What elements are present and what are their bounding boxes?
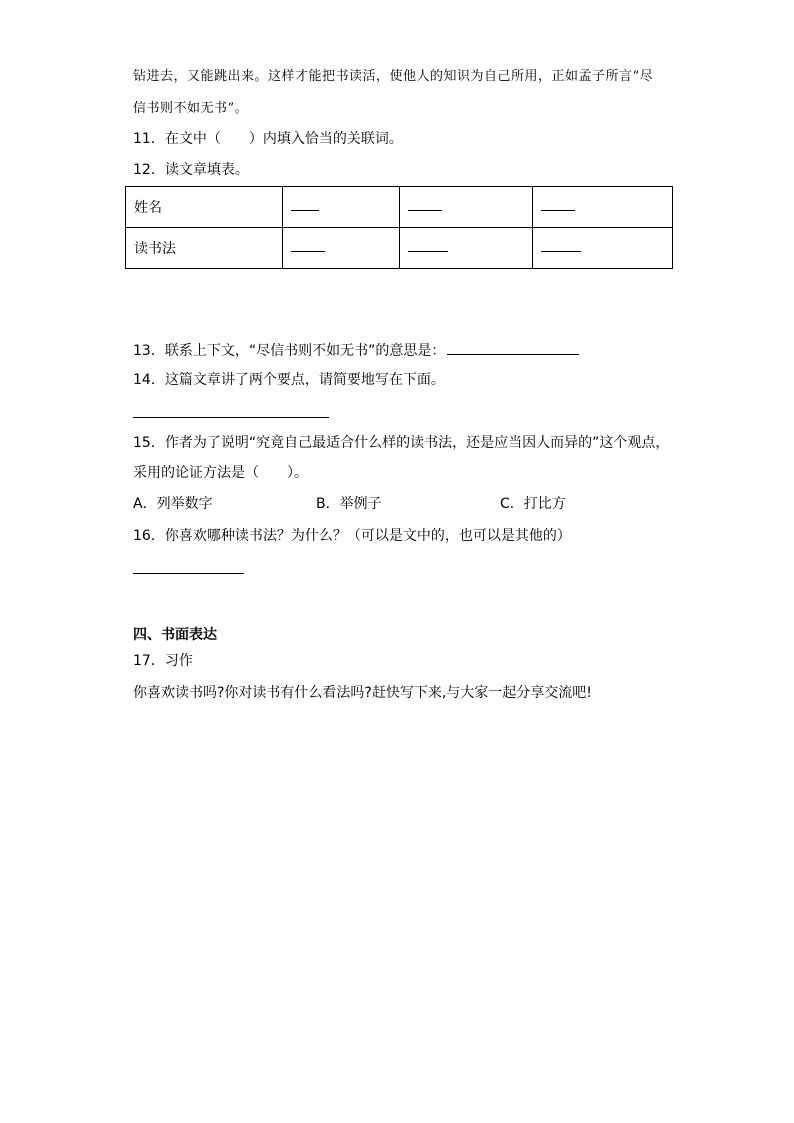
question-12: 12．读文章填表。 [133, 162, 249, 178]
reading-method-table [125, 186, 673, 269]
table-cell[interactable] [400, 187, 533, 228]
question-15-line-2: 采用的论证方法是（ ）。 [133, 465, 308, 481]
question-17-prompt: 你喜欢读书吗?你对读书有什么看法吗?赶快写下来,与大家一起分享交流吧! [133, 685, 592, 701]
question-11: 11．在文中（ ）内填入恰当的关联词。 [133, 131, 403, 147]
table-cell[interactable] [533, 228, 673, 269]
table-cell[interactable] [283, 187, 400, 228]
answer-line-14[interactable] [133, 417, 329, 418]
table-label-name: 姓名 [126, 187, 283, 228]
passage-line-2: 信书则不如无书”。 [133, 101, 249, 116]
table-cell[interactable] [283, 228, 400, 269]
table-cell[interactable] [533, 187, 673, 228]
fill-blank[interactable] [408, 251, 448, 252]
section-4-title: 四、书面表达 [133, 627, 217, 643]
question-16: 16．你喜欢哪种读书法？为什么？（可以是文中的，也可以是其他的） [133, 528, 571, 544]
question-17-label: 17．习作 [133, 653, 193, 669]
answer-line-16[interactable] [133, 573, 244, 574]
fill-blank[interactable] [408, 210, 442, 211]
table-cell[interactable] [400, 228, 533, 269]
fill-blank[interactable] [541, 210, 575, 211]
table-label-method: 读书法 [126, 228, 283, 269]
option-a[interactable]: A．列举数字 [133, 496, 213, 512]
question-15-line-1: 15．作者为了说明“究竟自己最适合什么样的读书法，还是应当因人而异的”这个观点， [133, 435, 670, 451]
fill-blank[interactable] [291, 210, 319, 211]
question-13 [133, 340, 579, 360]
question-13-text: 13．联系上下文，“尽信书则不如无书”的意思是： [133, 343, 446, 359]
option-b[interactable]: B．举例子 [316, 496, 382, 512]
table-row-method [126, 228, 673, 269]
passage-line-1: 钻进去，又能跳出来。这样才能把书读活，使他人的知识为自己所用，正如孟子所言“尽 [133, 69, 654, 84]
answer-blank-13[interactable] [447, 340, 579, 355]
question-14: 14．这篇文章讲了两个要点，请简要地写在下面。 [133, 372, 445, 388]
table-row-name [126, 187, 673, 228]
fill-blank[interactable] [541, 251, 581, 252]
fill-blank[interactable] [291, 251, 325, 252]
option-c[interactable]: C．打比方 [500, 496, 566, 512]
